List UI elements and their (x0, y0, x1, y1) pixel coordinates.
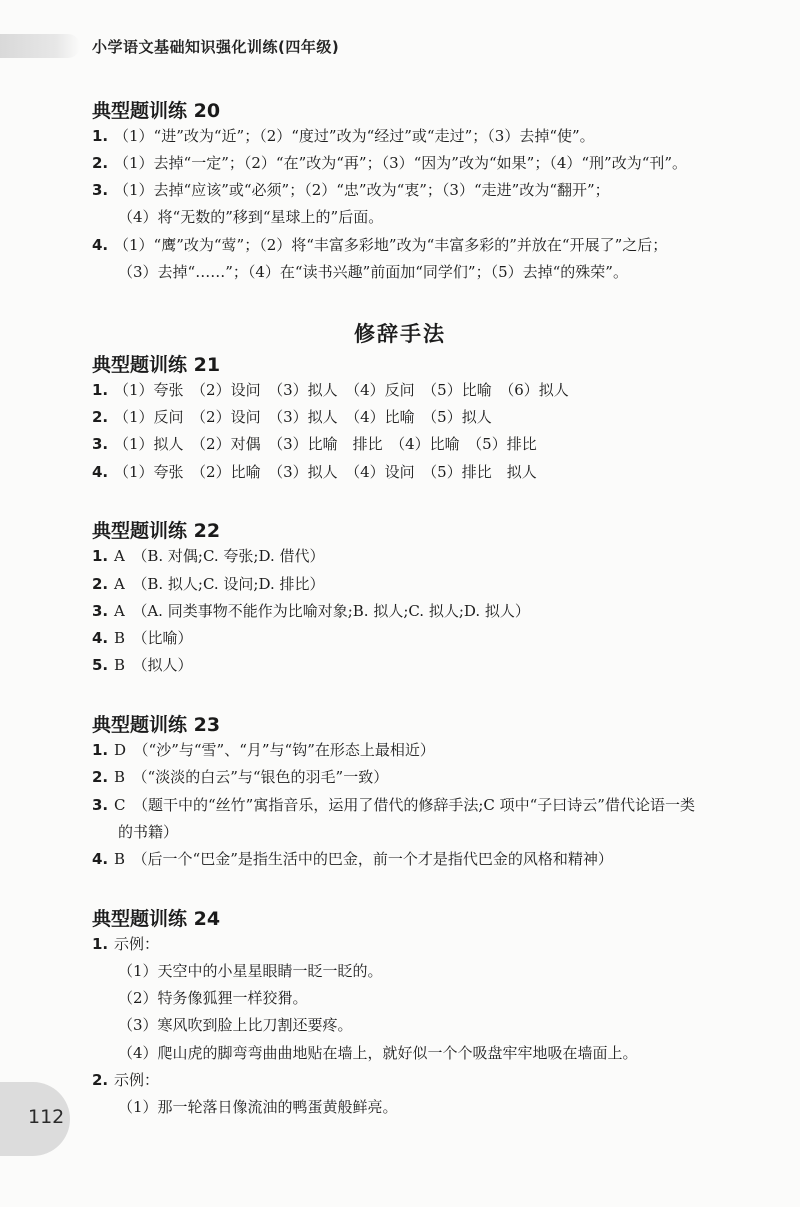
section-heading-22: 典型题训练 22 (92, 520, 221, 542)
answer-line: 2. （1）去掉“一定”；（2）“在”改为“再”；（3）“因为”改为“如果”；（4）“刑”改为“刊”。 (92, 154, 688, 172)
answer-line-continued: （3）寒风吹到脸上比刀割还要疼。 (118, 1016, 353, 1034)
answer-line-continued: 的书籍） (118, 823, 179, 841)
answer-line-continued: （1）天空中的小星星眼睛一眨一眨的。 (118, 962, 383, 980)
section-heading-23: 典型题训练 23 (92, 714, 221, 736)
answer-line: 3. A （A. 同类事物不能作为比喻对象;B. 拟人;C. 拟人;D. 拟人） (92, 602, 530, 620)
answer-line: 3. C （题干中的“丝竹”寓指音乐，运用了借代的修辞手法;C 项中“子曰诗云”借代论语一类 (92, 796, 695, 814)
answer-line: 3. （1）拟人 （2）对偶 （3）比喻 排比 （4）比喻 （5）排比 (92, 435, 537, 453)
answer-line: 4. B （后一个“巴金”是指生活中的巴金，前一个才是指代巴金的风格和精神） (92, 850, 613, 868)
answer-line: 2. B （“淡淡的白云”与“银色的羽毛”一致） (92, 768, 389, 786)
answer-line-continued: （4）爬山虎的脚弯弯曲曲地贴在墙上，就好似一个个吸盘牢牢地吸在墙面上。 (118, 1044, 638, 1062)
answer-line-continued: （4）将“无数的”移到“星球上的”后面。 (118, 208, 384, 226)
section-heading-24: 典型题训练 24 (92, 908, 221, 930)
running-head: 小学语文基础知识强化训练(四年级) (92, 38, 340, 56)
answer-line-continued: （2）特务像狐狸一样狡猾。 (118, 989, 308, 1007)
answer-line: 4. （1）夸张 （2）比喻 （3）拟人 （4）设问 （5）排比 拟人 (92, 463, 537, 481)
answer-line: 1. 示例： (92, 935, 160, 953)
answer-line: 1. （1）夸张 （2）设问 （3）拟人 （4）反问 （5）比喻 （6）拟人 (92, 381, 569, 399)
page-number: 112 (28, 1106, 65, 1128)
answer-line-continued: （3）去掉“……”；（4）在“读书兴趣”前面加“同学们”；（5）去掉“的殊荣”。 (118, 263, 628, 281)
answer-line: 1. A （B. 对偶;C. 夸张;D. 借代） (92, 547, 325, 565)
answer-line: 4. B （比喻） (92, 629, 193, 647)
section-heading-21: 典型题训练 21 (92, 354, 221, 376)
answer-line: 1. （1）“进”改为“近”；（2）“度过”改为“经过”或“走过”；（3）去掉“使”。 (92, 127, 595, 145)
answer-line: 3. （1）去掉“应该”或“必须”；（2）“忠”改为“衷”；（3）“走进”改为“翻开”； (92, 181, 610, 199)
answer-line-continued: （1）那一轮落日像流油的鸭蛋黄般鲜亮。 (118, 1098, 398, 1116)
answer-line: 4. （1）“鹰”改为“莺”；（2）将“丰富多彩地”改为“丰富多彩的”并放在“开展了”之后； (92, 236, 668, 254)
answer-line: 2. （1）反问 （2）设问 （3）拟人 （4）比喻 （5）拟人 (92, 408, 492, 426)
answer-line: 2. A （B. 拟人;C. 设问;D. 排比） (92, 575, 325, 593)
answer-line: 5. B （拟人） (92, 656, 193, 674)
answer-line: 2. 示例： (92, 1071, 160, 1089)
chapter-title: 修辞手法 (354, 322, 446, 346)
header-tab-decoration (0, 34, 80, 58)
section-heading-20: 典型题训练 20 (92, 100, 221, 122)
answer-line: 1. D （“沙”与“雪”、“月”与“钩”在形态上最相近） (92, 741, 435, 759)
